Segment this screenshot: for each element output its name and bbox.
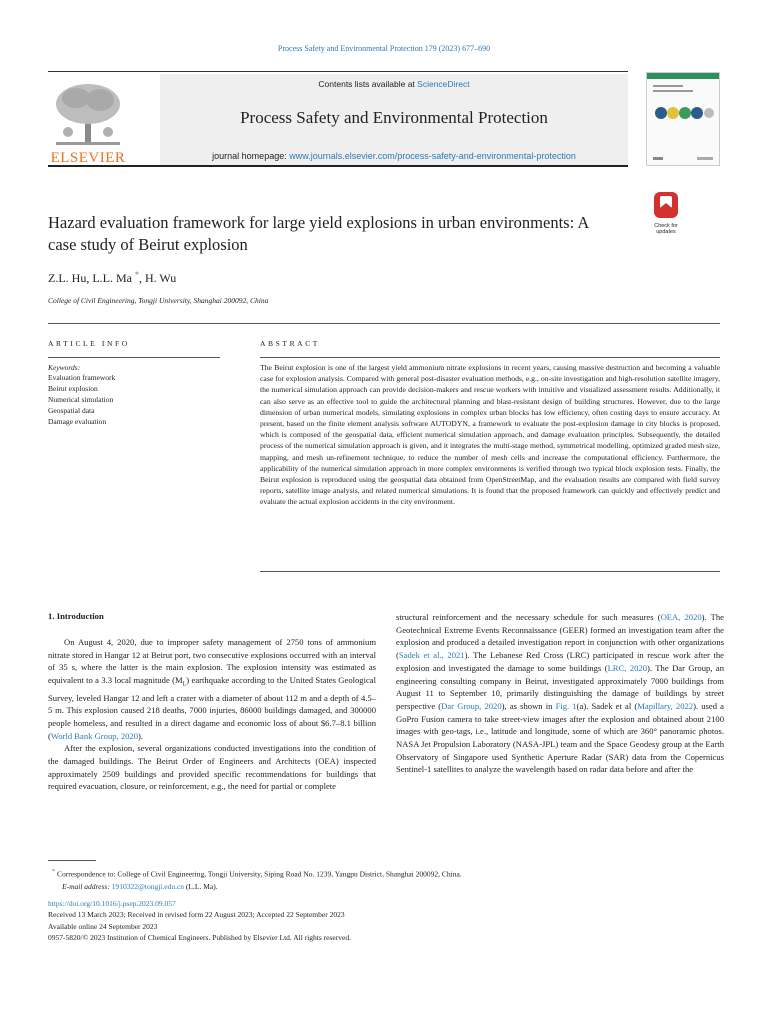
keyword: Damage evaluation	[48, 416, 107, 426]
article-title: Hazard evaluation framework for large yield explosions in urban environments: A case study of Beirut explosion	[48, 213, 589, 254]
crossmark-badge[interactable]	[646, 192, 686, 235]
figure-link[interactable]: Fig. 1	[555, 700, 577, 711]
intro-paragraph-1: On August 4, 2020, due to improper safety management of 2750 tons of ammonium nitrate stored in Hangar 12 at Beirut port, two consecutive explosions occurred with an interval of 35 s, where the latter is the main explosion. The explosion intensity was estimated as equivalent to a 3.3 local magnitude $(M_L)$ earthquake according to the United States Geological Survey, leveled Hangar 12 and left a crater with a diameter of about 112 m and a depth of 4.5–5 m. This explosion caused 218 deaths, 7000 injuries, 86000 buildings damaged, and 300000 people homeless, and resulted in a direct dagame and economic loss of about $6.7–8.1 billion (World Bank Group, 2020).	[48, 637, 376, 741]
section-rule	[48, 323, 720, 324]
homepage-link[interactable]: www.journals.elsevier.com/process-safety-and-environmental-protection	[289, 151, 576, 161]
email-link[interactable]: 1910322@tongji.edu.cn	[111, 881, 185, 891]
article-info-rule	[48, 357, 220, 358]
footnote: * Correspondence to: College of Civil Engineering, Tongji University, Siping Road No. 1239, Yangpu District, Shanghai 200092, China. E-mail address: 1910322@tongji.edu.cn (L.L. Ma).	[52, 868, 462, 891]
citation-link[interactable]: World Bank Group, 2020	[50, 730, 139, 741]
corresponding-author-mark[interactable]: *	[134, 270, 139, 279]
introduction-heading: 1. Introduction	[48, 611, 104, 621]
citation-link[interactable]: Sadek et al., 2021	[398, 650, 465, 661]
intro-paragraph-2: After the explosion, several organizations conducted investigations into the condition of the damaged buildings. The Beirut Order of Engineers and Architects (OEA) inspected approximately 2509 buildings and provided specific recommendations for buildings that required evacuation, closure, or reinforcement, e.g., the need for partial or complete	[48, 743, 376, 792]
article-metadata	[48, 898, 351, 944]
keyword: Beirut explosion	[48, 383, 98, 393]
keyword: Numerical simulation	[48, 394, 114, 404]
keyword: Evaluation framework	[48, 373, 116, 382]
available-online: Available online 24 September 2023	[48, 921, 158, 931]
header-top-rule	[48, 71, 628, 72]
keyword: Geospatial data	[48, 405, 95, 415]
sciencedirect-link[interactable]: ScienceDirect	[417, 79, 470, 89]
copyright: 0957-5820/© 2023 Institution of Chemical Engineers. Published by Elsevier Ltd. All rights reserved.	[48, 933, 351, 943]
journal-cover-thumbnail[interactable]	[646, 72, 720, 166]
keywords-heading: Keywords:	[48, 363, 81, 372]
journal-reference[interactable]: Process Safety and Environmental Protection 179 (2023) 677–690	[277, 44, 491, 53]
crossmark-label: Check for updates	[654, 223, 678, 235]
abstract-bottom-rule	[260, 571, 720, 572]
citation-link[interactable]: Dar Group, 2020	[441, 700, 502, 711]
abstract-rule	[260, 357, 720, 358]
article-info-heading: ARTICLE INFO	[48, 339, 130, 348]
doi-link[interactable]: https://doi.org/10.1016/j.psep.2023.09.057	[48, 899, 176, 908]
abstract-text: The Beirut explosion is one of the largest yield ammonium nitrate explosions in recent years, causing massive destruction and becoming a valuable case for explosion analysis. Compared with general post-disaster evaluation methods, e.g., on-site investigation and high-resolution satellite imagery, the numerical simulation approach can provide decision-makers and rescue workers with intuitive and visualized assessment results. Additionally, it can also serve as an effective tool to guide the architectural planning and blast-resistant design of building structures. However, due to the large dimension of urban numerical models, simulating explosions in complex urban blocks has low efficiency, often costing days to ensure accuracy. At present, based on the finite element analysis software AUTODYN, a framework to evaluate the post-explosion damage in city blocks is proposed, which is composed of the geospatial data, efficient numerical simulation approach, and damage evaluation principles. Subsequently, the detailed process of the numerical simulation approach is given, and it integrates the multi-stage method, symmetrical modelling, optimized graded mesh size, mapping, and mesh un-refinement technique, to reduce the number of mesh cells and increase the computational efficiency. Furthermore, the applicability of the numerical simulation approach in more complex environments is verified through two typical block explosion tests. Finally, the Beirut explosion is reproduced using the geospatial data obtained from OpenStreetMap, and the evaluation results are compared with field survey reports, satellite image analysis, and related numerical simulations. It is found that the proposed framework can quickly and effectively predict and evaluate the actual explosion accidents in the city environment.	[260, 363, 720, 507]
left-column	[48, 636, 376, 793]
affiliation: College of Civil Engineering, Tongji University, Shanghai 200092, China	[48, 296, 269, 305]
author-list: Z.L. Hu, L.L. Ma *, H. Wu	[48, 270, 177, 285]
header-bottom-rule	[48, 165, 628, 167]
right-column	[396, 611, 724, 776]
received-dates: Received 13 March 2023; Received in revised form 22 August 2023; Accepted 22 September 2023	[48, 910, 345, 920]
citation-link[interactable]: Mapillary, 2022	[637, 700, 694, 711]
contents-line: Contents lists available at ScienceDirect	[318, 79, 470, 89]
journal-title: Process Safety and Environmental Protection	[240, 108, 548, 127]
citation-link[interactable]: OEA, 2020	[660, 612, 702, 622]
intro-paragraph-3: structural reinforcement and the necessary schedule for such measures (OEA, 2020). The Geotechnical Extreme Events Reconnaissance (GEER) formed an investigation team after the explosion and produced a detailed investigation report in conjunction with other organizations (Sadek et al., 2021). The Lebanese Red Cross (LRC) participated in rescue work after the explosion and investigated the damage to some buildings (LRC, 2020). The Dar Group, an engineering consulting company in Beirut, investigated approximately 7000 buildings from August 11 to September 10, primarily distinguishing the damage of buildings by street perspective (Dar Group, 2020), as shown in Fig. 1(a). Sadek et al (Mapillary, 2022). used a GoPro Fusion camera to take street-view images after the explosion and obtained about 2100 images with geo-tags, i.e., latitude and longitude, some of which are 360° panoramic photos. NASA Jet Propulsion Laboratory (NASA-JPL) team and the Space Geodesy group at the Earth Observatory of Singapore used Synthetic Aperture Radar (SAR) data from the Copernicus Sentinel-1 satellites to analyze the wavelength based on radar data before and after the	[396, 612, 725, 775]
footnote-rule	[48, 860, 96, 861]
publisher-wordmark: ELSEVIER	[50, 150, 126, 166]
homepage-line: journal homepage: www.journals.elsevier.com/process-safety-and-environmental-protection	[212, 151, 576, 161]
keywords-list	[48, 373, 115, 428]
citation-link[interactable]: LRC, 2020	[607, 662, 648, 673]
abstract-heading: ABSTRACT	[260, 339, 320, 348]
